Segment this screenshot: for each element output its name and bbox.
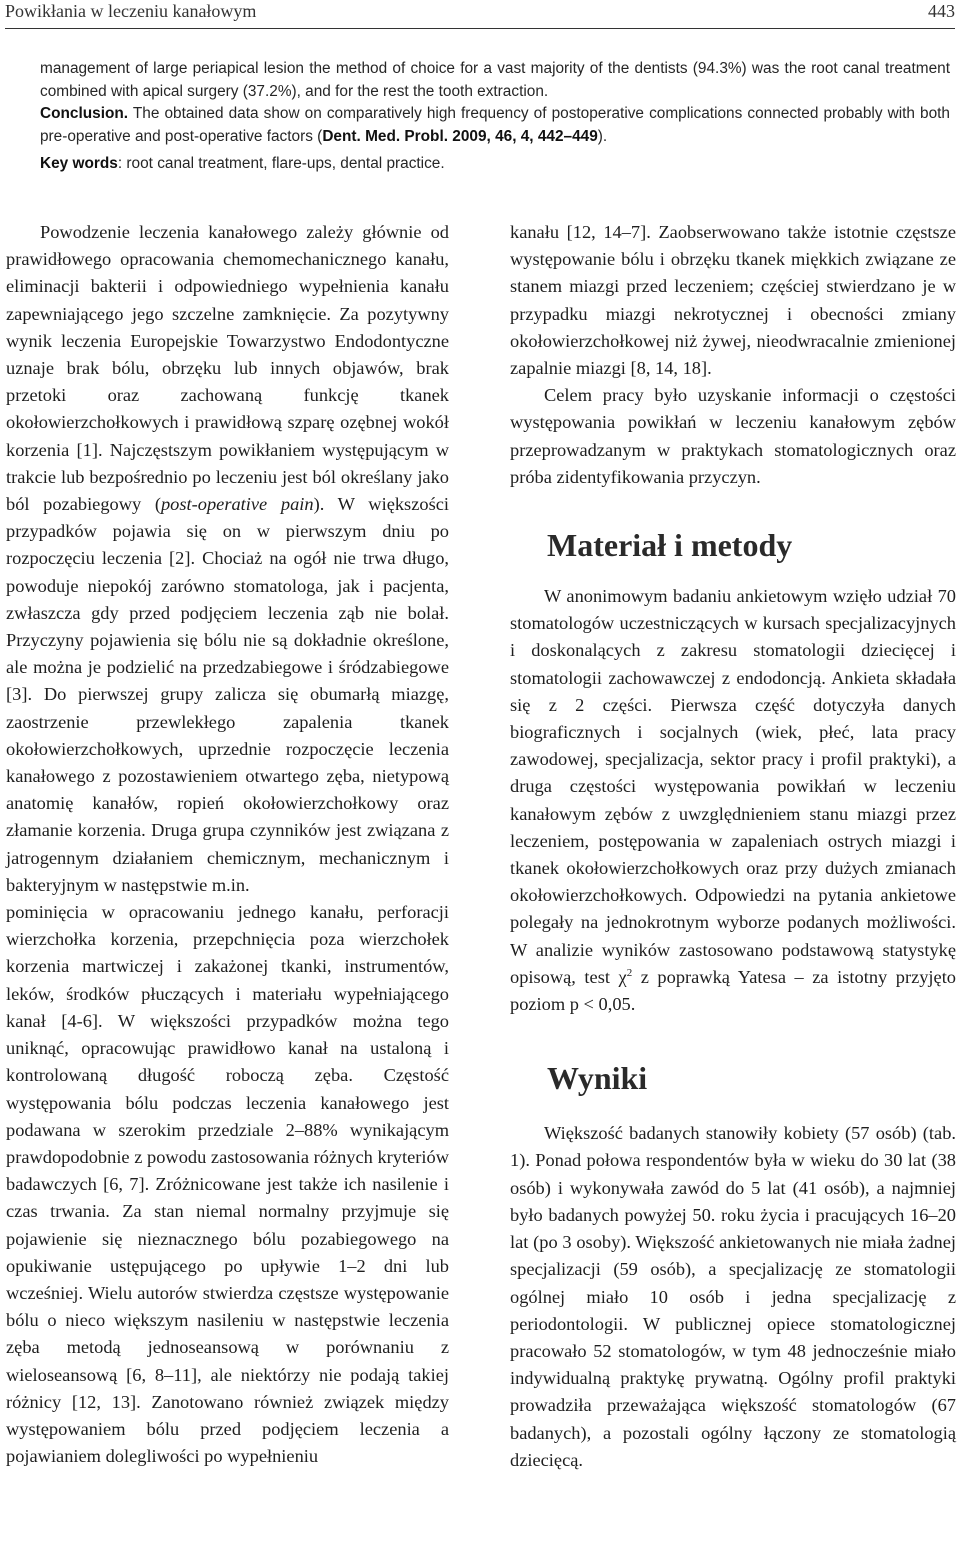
left-paragraph-1 — [6, 219, 449, 899]
left-p1-text-a: Powodzenie leczenia kanałowego zależy głównie od prawidłowego opracowania chemomechanicznego kanału, eliminacji bakterii i odpowiedniego wypełnienia kanału zapewniającego jego szczelne zamknięcie. Za pozytywny wynik leczenia Europejskie Towarzystwo Endodontyczne uznaje brak bólu, obrzęku lub innych objawów, brak przetoki oraz zachowaną funkcję tkanek okołowierzchołkowych i prawidłową szparę ozębnej wokół korzenia [1]. Najczęstszym powikłaniem występującym w trakcie lub bezpośrednio po leczeniu jest ból określany jako ból pozabiegowy ( — [6, 222, 449, 515]
abstract — [40, 58, 950, 176]
right-paragraph-4: Większość badanych stanowiły kobiety (57 osób) (tab. 1). Ponad połowa respondentów była w wieku do 30 lat (38 osób) i wykonywała zawód do 5 lat (41 osób), a najmniej było badanych powyżej 50. roku życia i pracujących 16–20 lat (po 3 osoby). Większość ankietowanych nie miała żadnej specjalizacji (59 osób), a specjalizację ze stomatologii ogólnej miało 10 osób i jedna specjalizację z periodontologii. W publicznej opiece stomatologicznej pracowało 52 stomatologów, w tym 48 jednocześnie miało indywidualną praktykę prywatną. Ogólny profil praktyki prowadziła przeważająca większość stomatologów (67 badanych), a pozostali ogólny łączony ze stomatologią dziecięcą. — [510, 1123, 956, 1470]
keywords-label: Key words — [40, 155, 118, 173]
abstract-paragraph — [40, 58, 950, 103]
heading-methods: Materiał i metody — [547, 527, 793, 564]
running-header — [5, 0, 955, 29]
left-p1-italic: post-operative pain — [160, 494, 314, 515]
keywords-text: : root canal treatment, flare-ups, dental practice. — [117, 155, 445, 173]
right-column — [510, 219, 956, 1474]
citation: Dent. Med. Probl. 2009, 46, 4, 442–449 — [322, 127, 598, 145]
right-paragraph-1: kanału [12, 14–7]. Zaobserwowano także istotnie częstsze występowanie bólu i obrzęku tkanek miękkich związane ze stanem miazgi przed leczeniem; częściej stwierdzano je w przypadku miazgi nekrotycznej i obecności zmiany okołowierzchołkowej niż żywej, nieodwracalnie zmienionej zapalnie miazgi [8, 14, 18]. — [510, 222, 956, 379]
conclusion-label: Conclusion. — [40, 105, 129, 123]
abstract-conclusion — [40, 103, 950, 148]
running-title: Powikłania w leczeniu kanałowym — [5, 1, 257, 21]
right-p3-text-b: z poprawką Yatesa – za istotny przyjęto poziom p < 0,05. — [510, 966, 957, 1015]
abstract-management-text: management of large periapical lesion the method of choice for a vast majority of the dentists (94.3%) was the root canal treatment combined with apical surgery (37.2%), and for the rest the tooth extraction. — [40, 60, 950, 100]
chi-square-superscript: 2 — [626, 966, 633, 979]
left-p1-text-b: ). W większości przypadków pojawia się on w pierwszym dniu po rozpoczęciu leczenia [2]. Chociaż na ogół nie trwa długo, powoduje niepokój zarówno stomatologa, jak i pacjenta, zwłaszcza gdy przed podjęciem leczenia ząb nie bolał. Przyczyny pojawienia się bólu nie są dokładnie określone, ale można je podzielić na przedzabiegowe i śródzabiegowe [3]. Do pierwszej grupy zalicza się obumarłą miazgę, zaostrzenie przewlekłego zapalenia tkanek okołowierzchołkowych, uprzednie rozpoczęcie leczenia kanałowego z pozostawieniem otwartego zęba, nietypową anatomię kanałów, ropień okołowierzchołkowy oraz złamanie korzenia. Druga grupa czynników jest związana z jatrogennym działaniem chemicznym, mechanicznym i bakteryjnym w następstwie m.in. — [6, 494, 449, 895]
right-p3-text-a: W anonimowym badaniu ankietowym wzięło udział 70 stomatologów uczestniczących w kursach specjalizacyjnych i doskonalących z zakresu stomatologii dziecięcej i stomatologii zachowawczej z endodoncją. Ankieta składała się z 2 części. Pierwsza część dotyczyła danych biograficznych i socjalnych (wiek, płeć, lata pracy zawodowej, specjalizacja, sektor pracy i profil praktyki), a druga częstości występowania powikłań w leczeniu kanałowym zębów z uwzględnieniem stanu miazgi przez leczeniem, postępowania w zapaleniach ostrych miazgi i tkanek okołowierzchołkowych oraz przy dużych zmianach okołowierzchołkowych. Odpowiedzi na pytania ankietowe polegały na jednokrotnym wyborze podanych możliwości. W analizie wyników zastosowano podstawową statystykę opisową, test χ — [510, 586, 956, 987]
heading-results: Wyniki — [547, 1060, 648, 1097]
left-paragraph-2: pominięcia w opracowaniu jednego kanału, perforacji wierzchołka korzenia, przepchnięcia poza wierzchołek korzenia martwiczej i zakażonej tkanki, instrumentów, leków, środków płuczących i materiału wypełniającego kanał [4-6]. W większości przypadków można tego uniknąć, opracowując prawidłowo kanał na ustaloną i kontrolowaną długość roboczą zęba. Częstość występowania bólu podczas leczenia kanałowego jest podawana w szerokim przedziale 2–88% wynikającym prawdopodobnie z powodu zastosowania różnych kryteriów badawczych [6, 7]. Zróżnicowane jest także ich nasilenie i czas trwania. Za stan niemal normalny przyjmuje się pojawienie się nieznacznego bólu pozabiegowego na opukiwanie ustępującego po upływie 1–2 dni lub wcześniej. Wielu autorów stwierdza częstsze występowanie bólu o nieco większym nasileniu w następstwie leczenia zęba metodą jednoseansową w porównaniu z wieloseansową [6, 8–11], ale niektórzy nie podają takiej różnicy [12, 13]. Zanotowano również związek między występowaniem bólu przed podjęciem leczenia a pojawianiem dolegliwości po wypełnieniu — [6, 902, 449, 1467]
keywords — [40, 153, 950, 176]
right-paragraph-2: Celem pracy było uzyskanie informacji o częstości występowania powikłań w leczeniu kanałowym zębów przeprowadzanym w praktykach stomatologicznych oraz próba zidentyfikowania przyczyn. — [510, 385, 956, 487]
conclusion-text: The obtained data show on comparatively high frequency of postoperative complications connected probably with both pre-operative and post-operative factors ( — [40, 105, 950, 145]
left-column — [6, 219, 449, 1470]
citation-end: ). — [597, 127, 608, 145]
page-number: 443 — [928, 1, 955, 21]
right-paragraph-3 — [510, 583, 956, 1018]
